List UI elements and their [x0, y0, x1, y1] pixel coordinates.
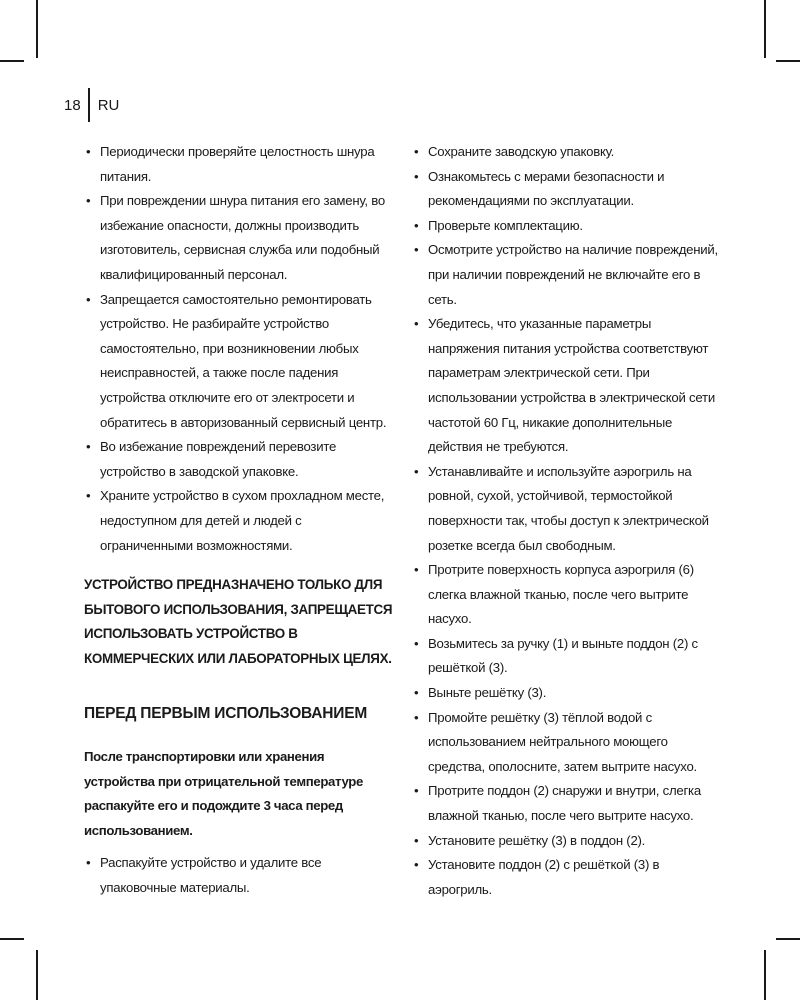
preparation-bullet-list [412, 140, 722, 902]
section-title: ПЕРЕД ПЕРВЫМ ИСПОЛЬЗОВАНИЕМ [84, 705, 368, 723]
page-number: 18 [64, 96, 81, 114]
crop-mark [764, 0, 766, 58]
safety-bullet-list [84, 140, 394, 558]
crop-mark [776, 938, 800, 940]
crop-mark [764, 950, 766, 1000]
list-item: • Запрещается самостоятельно ремонтировать устройство. Не разбирайте устройство самостоятельно, при возникновении любых неисправностей, а также после падения устройства отключите его от электросети и обратитесь в авторизованный сервисный центр. [84, 288, 394, 436]
list-item: • Во избежание повреждений перевозите устройство в заводской упаковке. [84, 435, 394, 484]
right-column [412, 140, 722, 902]
list-item: • Устанавливайте и используйте аэрогриль на ровной, сухой, устойчивой, термостойкой поверхности так, чтобы доступ к электрической розетке всегда был свободным. [412, 460, 722, 558]
list-item: • Убедитесь, что указанные параметры напряжения питания устройства соответствуют параметрам электрической сети. При использовании устройства в электрической сети частотой 60 Гц, никакие дополнительные действия не требуются. [412, 312, 722, 460]
crop-mark [36, 0, 38, 58]
transport-notice: После транспортировки или хранения устройства при отрицательной температуре распакуйте его и подождите 3 часа перед использованием. [84, 749, 363, 838]
crop-mark [776, 60, 800, 62]
crop-mark [0, 938, 24, 940]
list-item: • Выньте решётку (3). [412, 681, 722, 706]
list-item: • Периодически проверяйте целостность шнура питания. [84, 140, 394, 189]
left-column [84, 140, 394, 901]
language-code: RU [97, 96, 120, 114]
household-use-warning: УСТРОЙСТВО ПРЕДНАЗНАЧЕНО ТОЛЬКО ДЛЯ БЫТОВОГО ИСПОЛЬЗОВАНИЯ, ЗАПРЕЩАЕТСЯ ИСПОЛЬЗОВАТЬ УСТРОЙСТВО В КОММЕРЧЕСКИХ ИЛИ ЛАБОРАТОРНЫХ ЦЕЛЯХ. [84, 577, 393, 666]
list-item: • При повреждении шнура питания его замену, во избежание опасности, должны производить изготовитель, сервисная служба или подобный квалифицированный персонал. [84, 189, 394, 287]
list-item: • Храните устройство в сухом прохладном месте, недоступном для детей и людей с ограниченными возможностями. [84, 484, 394, 558]
list-item: • Установите поддон (2) с решёткой (3) в аэрогриль. [412, 853, 722, 902]
page-header [64, 88, 119, 122]
list-item: • Сохраните заводскую упаковку. [412, 140, 722, 165]
list-item: • Ознакомьтесь с мерами безопасности и рекомендациями по эксплуатации. [412, 165, 722, 214]
list-item: • Установите решётку (3) в поддон (2). [412, 829, 722, 854]
crop-mark [36, 950, 38, 1000]
crop-mark [0, 60, 24, 62]
list-item: • Распакуйте устройство и удалите все упаковочные материалы. [84, 851, 394, 900]
unpack-bullet-list [84, 851, 394, 900]
list-item: • Промойте решётку (3) тёплой водой с использованием нейтрального моющего средства, ополосните, затем вытрите насухо. [412, 706, 722, 780]
list-item: • Возьмитесь за ручку (1) и выньте поддон (2) с решёткой (3). [412, 632, 722, 681]
list-item: • Проверьте комплектацию. [412, 214, 722, 239]
list-item: • Протрите поддон (2) снаружи и внутри, слегка влажной тканью, после чего вытрите насухо. [412, 779, 722, 828]
list-item: • Протрите поверхность корпуса аэрогриля (6) слегка влажной тканью, после чего вытрите насухо. [412, 558, 722, 632]
list-item: • Осмотрите устройство на наличие повреждений, при наличии повреждений не включайте его в сеть. [412, 238, 722, 312]
